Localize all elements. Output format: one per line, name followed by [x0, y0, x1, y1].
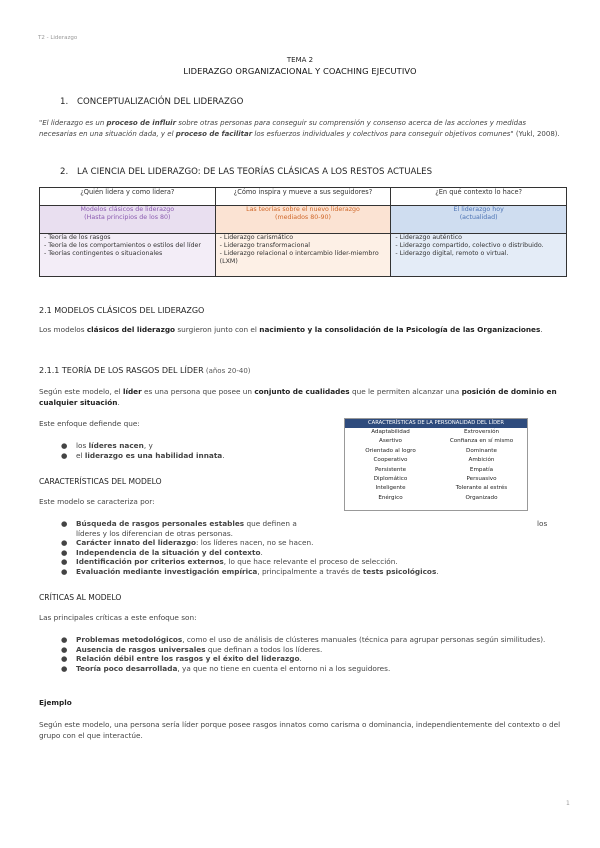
bullet-icon: ●: [61, 538, 68, 547]
today-theories-list: [391, 234, 567, 277]
table-header-cell: ¿Cómo inspira y mueve a sus seguidores?: [215, 188, 391, 206]
list-item: [39, 441, 225, 451]
table-header-cell: ¿Quién lidera y como lidera?: [40, 188, 216, 206]
quote-citation: (Yukl, 2008).: [513, 129, 560, 138]
list-item: - Liderazgo carismático: [219, 234, 294, 241]
text-run: , como el uso de análisis de clústeres manuales (técnica para agrupar personas según similitudes).: [182, 635, 546, 644]
text-bold: Identificación por criterios externos: [76, 557, 224, 566]
list-item: [39, 451, 225, 461]
text-run: los: [537, 519, 548, 528]
text-run: que definan a todos los líderes.: [205, 644, 323, 654]
leadership-theories-table: [39, 187, 567, 277]
quote-emphasis: proceso de facilitar: [175, 129, 253, 138]
list-item: - Liderazgo compartido, colectivo o distribuido.: [395, 242, 544, 249]
text-bold: Carácter innato del liderazgo: [76, 538, 196, 547]
text-run: .: [436, 566, 439, 576]
critiques-bullets: [39, 635, 561, 673]
text-run: .: [222, 450, 225, 460]
text-run: : los líderes nacen, no se hacen.: [195, 538, 314, 547]
text-run: .: [299, 654, 302, 663]
text-run: .: [540, 325, 543, 334]
list-item: [39, 654, 561, 664]
bullet-icon: ●: [61, 547, 68, 557]
text-run: , lo que hace relevante el proceso de selección.: [223, 557, 398, 566]
trait-cell: Inteligente: [375, 485, 406, 492]
traits-paragraph: [39, 387, 561, 408]
trait-cell: Asertivo: [379, 438, 402, 445]
text-run: .: [260, 547, 263, 557]
page-header: T2 - Liderazgo: [38, 35, 78, 41]
text-run: , ya que no tiene en cuenta el entorno ni a los seguidores.: [177, 663, 391, 673]
trait-cell: Tolerante al estrés: [455, 485, 508, 492]
list-item: [39, 664, 561, 674]
model-critiques-title: CRÍTICAS AL MODELO: [39, 593, 122, 602]
table-category-row: [40, 206, 567, 234]
bullet-icon: ●: [61, 450, 68, 460]
category-today: [391, 206, 567, 234]
text-bold: Relación débil entre los rasgos y el éxito del liderazgo: [76, 654, 300, 663]
definition-quote: [39, 118, 561, 139]
section-2-1-paragraph: [39, 325, 561, 336]
list-item: - Teoría de los comportamientos o estilos del líder: [44, 242, 201, 249]
text-bold: líderes nacen: [88, 441, 144, 450]
text-bold: Independencia de la situación y del contexto: [76, 547, 261, 557]
text-run: que definen a: [244, 519, 297, 528]
list-item: - Liderazgo transformacional: [219, 242, 311, 249]
text-run: , y: [143, 441, 153, 450]
text-run: es una persona que posee un: [141, 387, 255, 396]
trait-cell: Persistente: [374, 466, 407, 473]
trait-cell: Enérgico: [378, 494, 403, 501]
bullet-icon: ●: [61, 566, 68, 576]
trait-cell: Dominante: [466, 447, 497, 454]
trait-cell: Extroversión: [463, 429, 500, 435]
model-characteristics-title: CARACTERÍSTICAS DEL MODELO: [39, 477, 162, 486]
category-new: [215, 206, 391, 234]
list-item: [39, 548, 561, 558]
category-name: Modelos clásicos de liderazgo: [80, 206, 175, 213]
text-bold: Ausencia de rasgos universales: [76, 644, 206, 654]
category-classic: [40, 206, 216, 234]
text-run: que le permiten alcanzar una: [349, 387, 462, 396]
section-1-number: 1.: [60, 97, 69, 107]
text-run: líderes y los diferencian de otras personas.: [76, 528, 233, 538]
bullet-icon: ●: [61, 557, 68, 566]
list-item: [39, 645, 561, 655]
list-item: [39, 635, 561, 645]
text-run: los: [76, 441, 89, 450]
section-1-title: CONCEPTUALIZACIÓN DEL LIDERAZGO: [77, 97, 244, 107]
critiques-intro: Las principales críticas a este enfoque son:: [39, 613, 197, 622]
bullet-icon: ●: [61, 663, 68, 673]
list-item: - Teorías contingentes o situacionales: [44, 250, 163, 257]
characteristics-intro: Este modelo se caracteriza por:: [39, 497, 155, 506]
bullet-icon: ●: [61, 519, 68, 528]
quote-part: los esfuerzos individuales y colectivos para conseguir objetivos comunes": [252, 129, 514, 138]
table-row: [345, 437, 527, 446]
bullet-icon: ●: [61, 644, 68, 654]
text-bold: tests psicológicos: [362, 566, 437, 576]
text-bold: liderazgo es una habilidad innata: [84, 450, 223, 460]
bullet-icon: ●: [61, 441, 68, 450]
text-bold: Problemas metodológicos: [76, 635, 183, 644]
figure-caption: CARACTERÍSTICAS DE LA PERSONALIDAD DEL LÍDER: [345, 419, 527, 428]
text-bold: Evaluación mediante investigación empírica: [76, 566, 258, 576]
table-row: [345, 484, 527, 493]
section-2-1-1-title: 2.1.1 TEORÍA DE LOS RASGOS DEL LÍDER: [39, 366, 204, 375]
text-run: Según este modelo, el: [39, 387, 123, 396]
text-run: Los modelos: [39, 325, 87, 334]
classic-theories-list: [40, 234, 216, 277]
quote-part: "El liderazgo es un: [39, 119, 107, 127]
list-item: - Liderazgo auténtico: [395, 234, 463, 241]
section-2-1-1-period: (años 20-40): [203, 367, 251, 375]
category-period: (actualidad): [459, 214, 498, 221]
category-name: El liderazgo hoy: [453, 206, 504, 213]
table-row: [345, 428, 527, 437]
list-item: [39, 557, 561, 567]
section-2-number: 2.: [60, 167, 69, 177]
table-list-row: [40, 234, 567, 277]
table-row: [345, 475, 527, 484]
characteristics-bullets: [39, 519, 561, 576]
list-item: - Liderazgo relacional o intercambio líder-miembro (LXM): [219, 250, 379, 265]
text-run: surgieron junto con el: [175, 325, 260, 334]
list-item: [39, 519, 561, 538]
approach-bullets: [39, 441, 225, 460]
trait-cell: Ambición: [468, 457, 495, 464]
text-bold: Teoría poco desarrollada: [76, 663, 178, 673]
text-bold: nacimiento y la consolidación de la Psicología de las Organizaciones: [259, 325, 541, 334]
trait-cell: Empatía: [469, 466, 494, 473]
page-title: LIDERAZGO ORGANIZACIONAL Y COACHING EJECUTIVO: [183, 66, 417, 76]
text-bold: Búsqueda de rasgos personales estables: [76, 519, 245, 528]
quote-part: sobre otras personas para conseguir su comprensión y consenso acerca de las acciones y medidas necesarias en una situación dada, y el: [39, 119, 527, 138]
section-2-1-1-heading: [39, 366, 251, 375]
text-run: , principalmente a través de: [257, 566, 363, 576]
text-run: el: [76, 450, 85, 460]
table-row: [345, 447, 527, 456]
list-item: [39, 538, 561, 548]
new-theories-list: [215, 234, 391, 277]
list-item: - Liderazgo digital, remoto o virtual.: [395, 250, 509, 257]
quote-emphasis: proceso de influir: [106, 119, 177, 127]
table-row: [345, 466, 527, 475]
text-bold: clásicos del liderazgo: [86, 325, 176, 334]
list-item: - Teoría de los rasgos: [44, 234, 111, 241]
section-1-heading: [60, 97, 243, 107]
example-title: Ejemplo: [39, 698, 72, 707]
section-2-title: LA CIENCIA DEL LIDERAZGO: DE LAS TEORÍAS CLÁSICAS A LOS RESTOS ACTUALES: [77, 167, 433, 177]
list-item: [39, 567, 561, 577]
section-2-heading: [60, 167, 432, 177]
section-2-1-title: 2.1 MODELOS CLÁSICOS DEL LIDERAZGO: [39, 306, 205, 315]
page-number: 1: [566, 800, 570, 807]
text-bold: líder: [122, 387, 142, 396]
trait-cell: Cooperativo: [373, 457, 408, 464]
text-bold: posición de dominio en cualquier situación: [39, 387, 557, 407]
text-run: .: [117, 397, 120, 407]
category-name: Las teorías sobre el nuevo liderazgo: [246, 206, 360, 213]
category-period: (Hasta principios de los 80): [84, 214, 171, 221]
text-bold: conjunto de cualidades: [254, 387, 350, 396]
table-row: [345, 456, 527, 465]
bullet-icon: ●: [61, 635, 68, 644]
tema-label: TEMA 2: [286, 56, 314, 64]
example-text: Según este modelo, una persona sería líder porque posee rasgos innatos como carisma o dominancia, independientemente del contexto o del grupo con el que interactúe.: [39, 720, 561, 740]
approach-intro: Este enfoque defiende que:: [39, 419, 140, 428]
trait-cell: Persuasivo: [466, 476, 497, 483]
trait-cell: Orientado al logro: [365, 447, 416, 454]
table-header-cell: ¿En qué contexto lo hace?: [391, 188, 567, 206]
trait-cell: Adaptabilidad: [371, 429, 410, 435]
trait-cell: Confianza en sí mismo: [449, 438, 514, 445]
trait-cell: Diplomático: [373, 476, 408, 483]
bullet-icon: ●: [61, 654, 68, 663]
trait-cell: Organizado: [465, 494, 498, 501]
category-period: (mediados 80-90): [275, 214, 331, 221]
table-header-row: [40, 188, 567, 206]
traits-table: [345, 428, 527, 503]
